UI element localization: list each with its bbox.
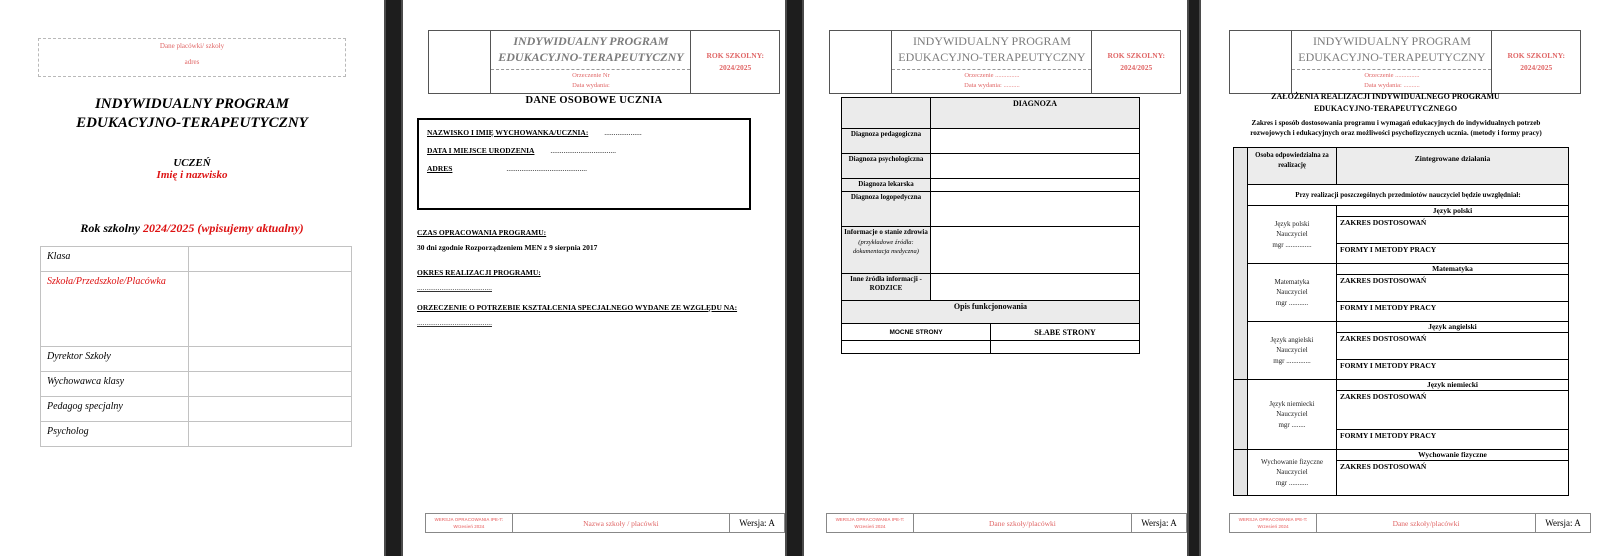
table-row xyxy=(842,129,1140,154)
school-year-value: 2024/2025 (wpisujemy aktualny) xyxy=(143,220,304,235)
row-label: Diagnoza pedagogiczna xyxy=(842,129,931,154)
header-school-year: ROK SZKOLNY: 2024/2025 xyxy=(1492,31,1581,94)
footer-version-info: WERSJA OPRACOWANIA IPE-T: Wrzesień 2024 xyxy=(426,514,513,533)
zakres-cell: ZAKRES DOSTOSOWAŃ xyxy=(1337,217,1569,244)
table-row xyxy=(41,371,352,396)
table-row xyxy=(1234,185,1569,206)
row-label: Szkoła/Przedszkole/Placówka xyxy=(41,271,189,346)
personal-data-box xyxy=(417,118,751,210)
row-label: Psycholog xyxy=(41,421,189,446)
school-address-placeholder: adres xyxy=(184,58,200,66)
header-title: INDYWIDUALNY PROGRAM EDUKACYJNO-TERAPEUTYCZNY xyxy=(491,31,690,70)
row-value xyxy=(931,129,1140,154)
page-separator xyxy=(785,0,804,556)
formy-cell: FORMY I METODY PRACY xyxy=(1337,244,1569,264)
functioning-table xyxy=(841,300,1140,354)
formy-cell: FORMY I METODY PRACY xyxy=(1337,302,1569,322)
table-row xyxy=(842,227,1140,274)
teacher-cell: Wychowanie fizyczne Nauczyciel mgr ........... xyxy=(1248,450,1337,496)
zakres-cell: ZAKRES DOSTOSOWAŃ xyxy=(1337,391,1569,430)
adaptations-table xyxy=(1233,147,1569,496)
table-row xyxy=(41,271,352,346)
page-footer xyxy=(826,513,1187,533)
row-value xyxy=(189,346,352,371)
subject-header: Język polski xyxy=(1337,206,1569,217)
footer-school-name: Nazwa szkoły / placówki xyxy=(512,514,730,533)
subject-header: Język niemiecki xyxy=(1337,380,1569,391)
page-header-table xyxy=(829,30,1181,94)
page-4 xyxy=(1201,0,1600,556)
row-value xyxy=(189,396,352,421)
school-data-placeholder-box xyxy=(38,38,346,77)
row-value xyxy=(931,192,1140,227)
teacher-cell: Język angielski Nauczyciel mgr .............. xyxy=(1248,322,1337,380)
header-school-year: ROK SZKOLNY: 2024/2025 xyxy=(691,31,780,94)
table-row xyxy=(41,396,352,421)
note-row: Przy realizacji poszczególnych przedmiotów nauczyciel będzie uwzględniał: xyxy=(1248,185,1569,206)
table-row xyxy=(842,341,1140,354)
page-3 xyxy=(804,0,1187,556)
field-birth: DATA I MIEJSCE URODZENIA ................................... xyxy=(427,146,616,155)
field-value-dots: .................... xyxy=(604,128,642,137)
header-decision-lines: Orzeczenie ............... Data wydania: .......... xyxy=(1364,72,1420,89)
zakres-cell: ZAKRES DOSTOSOWAŃ xyxy=(1337,461,1569,496)
school-year-line: Rok szkolny 2024/2025 (wpisujemy aktualny) xyxy=(80,220,304,235)
weaknesses-cell xyxy=(991,341,1140,354)
formy-cell: FORMY I METODY PRACY xyxy=(1337,430,1569,450)
okres-block: OKRES REALIZACJI PROGRAMU: ........................................ xyxy=(417,268,541,292)
header-title-cell xyxy=(892,31,1092,94)
section-title: DANE OSOBOWE UCZNIA xyxy=(525,95,663,106)
table-row xyxy=(41,346,352,371)
table-row xyxy=(842,324,1140,341)
narrow-column xyxy=(1234,148,1248,380)
school-name-placeholder: Dane placówki/ szkoły xyxy=(159,42,225,50)
header-logo-cell xyxy=(429,31,491,94)
row-label: Diagnoza psychologiczna xyxy=(842,154,931,179)
table-row xyxy=(1234,264,1569,275)
integrated-actions-header: Zintegrowane działania xyxy=(1337,148,1569,185)
document-title: INDYWIDUALNY PROGRAM EDUKACYJNO-TERAPEUTYCZNY xyxy=(76,96,308,131)
header-decision-lines: Orzeczenie ............... Data wydania: .......... xyxy=(964,72,1020,89)
field-address: ADRES ........................................... xyxy=(427,164,587,173)
table-row xyxy=(1234,148,1569,185)
subject-header: Język angielski xyxy=(1337,322,1569,333)
page-header-table xyxy=(428,30,780,94)
footer-school-name: Dane szkoły/placówki xyxy=(1317,514,1536,533)
row-value xyxy=(931,154,1140,179)
table-row xyxy=(1234,322,1569,333)
page-separator xyxy=(1187,0,1201,556)
section-subheading: Zakres i sposób dostosowania programu i wymagań edukacyjnych do indywidualnych potrzeb rozwojowych i edukacyjnych oraz możliwości psychofizycznych ucznia. (metody i formy pracy) xyxy=(1250,119,1542,138)
row-label: Inne źródła informacji - RODZICE xyxy=(842,274,931,311)
orzeczenie-value-dots: ........................................ xyxy=(417,318,492,327)
section-heading: ZAŁOŻENIA REALIZACJI INDYWIDUALNEGO PROGRAMU EDUKACYJNO-TERAPEUTYCZNEGO xyxy=(1271,92,1500,113)
header-title-cell xyxy=(491,31,691,94)
footer-school-name: Dane szkoły/placówki xyxy=(913,514,1131,533)
narrow-column xyxy=(1234,380,1248,450)
footer-version-letter: Wersja: A xyxy=(1132,514,1187,533)
subject-header: Matematyka xyxy=(1337,264,1569,275)
strengths-cell xyxy=(842,341,991,354)
row-value xyxy=(189,371,352,396)
subject-header: Wychowanie fizyczne xyxy=(1337,450,1569,461)
header-logo-cell xyxy=(1230,31,1292,94)
page-footer xyxy=(1229,513,1591,533)
row-label: Dyrektor Szkoły xyxy=(41,346,189,371)
page-header-table xyxy=(1229,30,1581,94)
row-value xyxy=(189,421,352,446)
row-label: Pedagog specjalny xyxy=(41,396,189,421)
footer-version-letter: Wersja: A xyxy=(730,514,785,533)
field-value-dots: ................................... xyxy=(550,146,616,155)
row-value xyxy=(189,246,352,271)
header-title-cell xyxy=(1292,31,1492,94)
row-label: Wychowawca klasy xyxy=(41,371,189,396)
field-value-dots: ........................................... xyxy=(506,164,587,173)
table-row xyxy=(41,246,352,271)
header-school-year: ROK SZKOLNY: 2024/2025 xyxy=(1092,31,1181,94)
narrow-column xyxy=(1234,450,1248,496)
table-row xyxy=(1234,380,1569,391)
page-separator xyxy=(384,0,403,556)
header-logo-cell xyxy=(830,31,892,94)
row-value xyxy=(931,227,1140,274)
responsible-person-header: Osoba odpowiedzialna za realizację xyxy=(1248,148,1337,185)
okres-value-dots: ........................................ xyxy=(417,283,492,292)
row-label: Diagnoza lekarska xyxy=(842,179,931,192)
page-1 xyxy=(0,0,384,556)
teacher-cell: Język niemiecki Nauczyciel mgr ........ xyxy=(1248,380,1337,450)
footer-version-info: WERSJA OPRACOWANIA IPE-T: Wrzesień 2024 xyxy=(827,514,914,533)
row-value xyxy=(931,179,1140,192)
header-title: INDYWIDUALNY PROGRAM EDUKACYJNO-TERAPEUTYCZNY xyxy=(1292,31,1491,70)
table-row xyxy=(842,98,1140,129)
diagnosis-table xyxy=(841,97,1140,311)
student-name-placeholder: Imię i nazwisko xyxy=(156,168,228,181)
formy-cell: FORMY I METODY PRACY xyxy=(1337,360,1569,380)
row-label: Klasa xyxy=(41,246,189,271)
table-row xyxy=(1234,206,1569,217)
row-label: Informacje o stanie zdrowia (przykładowe źródła: dokumentacja medyczna) xyxy=(842,227,931,274)
footer-version-letter: Wersja: A xyxy=(1536,514,1591,533)
table-row xyxy=(1234,450,1569,461)
cover-info-table xyxy=(40,246,352,447)
table-row xyxy=(41,421,352,446)
footer-version-info: WERSJA OPRACOWANIA IPE-T: Wrzesień 2024 xyxy=(1230,514,1317,533)
czas-block: CZAS OPRACOWANIA PROGRAMU: 30 dni zgodnie Rozporządzeniem MEN z 9 sierpnia 2017 xyxy=(417,228,598,252)
table-row xyxy=(842,154,1140,179)
table-row xyxy=(842,301,1140,324)
functioning-header: Opis funkcjonowania xyxy=(842,301,1140,324)
zakres-cell: ZAKRES DOSTOSOWAŃ xyxy=(1337,333,1569,360)
header-decision-lines: Orzeczenie Nr Data wydania: xyxy=(572,72,610,89)
teacher-cell: Matematyka Nauczyciel mgr ........... xyxy=(1248,264,1337,322)
header-title: INDYWIDUALNY PROGRAM EDUKACYJNO-TERAPEUTYCZNY xyxy=(892,31,1091,70)
diagnosis-header-left xyxy=(842,98,931,129)
page-2 xyxy=(403,0,785,556)
diagnosis-header: DIAGNOZA xyxy=(931,98,1140,129)
student-label: UCZEŃ xyxy=(173,156,211,169)
orzeczenie-block: ORZECZENIE O POTRZEBIE KSZTAŁCENIA SPECJALNEGO WYDANE ZE WZGLĘDU NA: ........................................ xyxy=(417,303,738,327)
row-label: Diagnoza logopedyczna xyxy=(842,192,931,227)
teacher-cell: Język polski Nauczyciel mgr ............... xyxy=(1248,206,1337,264)
row-value xyxy=(189,271,352,346)
table-row xyxy=(842,179,1140,192)
page-footer xyxy=(425,513,785,533)
table-row xyxy=(842,192,1140,227)
czas-value: 30 dni zgodnie Rozporządzeniem MEN z 9 sierpnia 2017 xyxy=(417,243,598,252)
zakres-cell: ZAKRES DOSTOSOWAŃ xyxy=(1337,275,1569,302)
strengths-header: MOCNE STRONY xyxy=(842,324,991,341)
row-sublabel: (przykładowe źródła: dokumentacja medyczna) xyxy=(853,239,919,256)
weaknesses-header: SŁABE STRONY xyxy=(991,324,1140,341)
field-name: NAZWISKO I IMIĘ WYCHOWANKA/UCZNIA: .................... xyxy=(427,128,642,137)
